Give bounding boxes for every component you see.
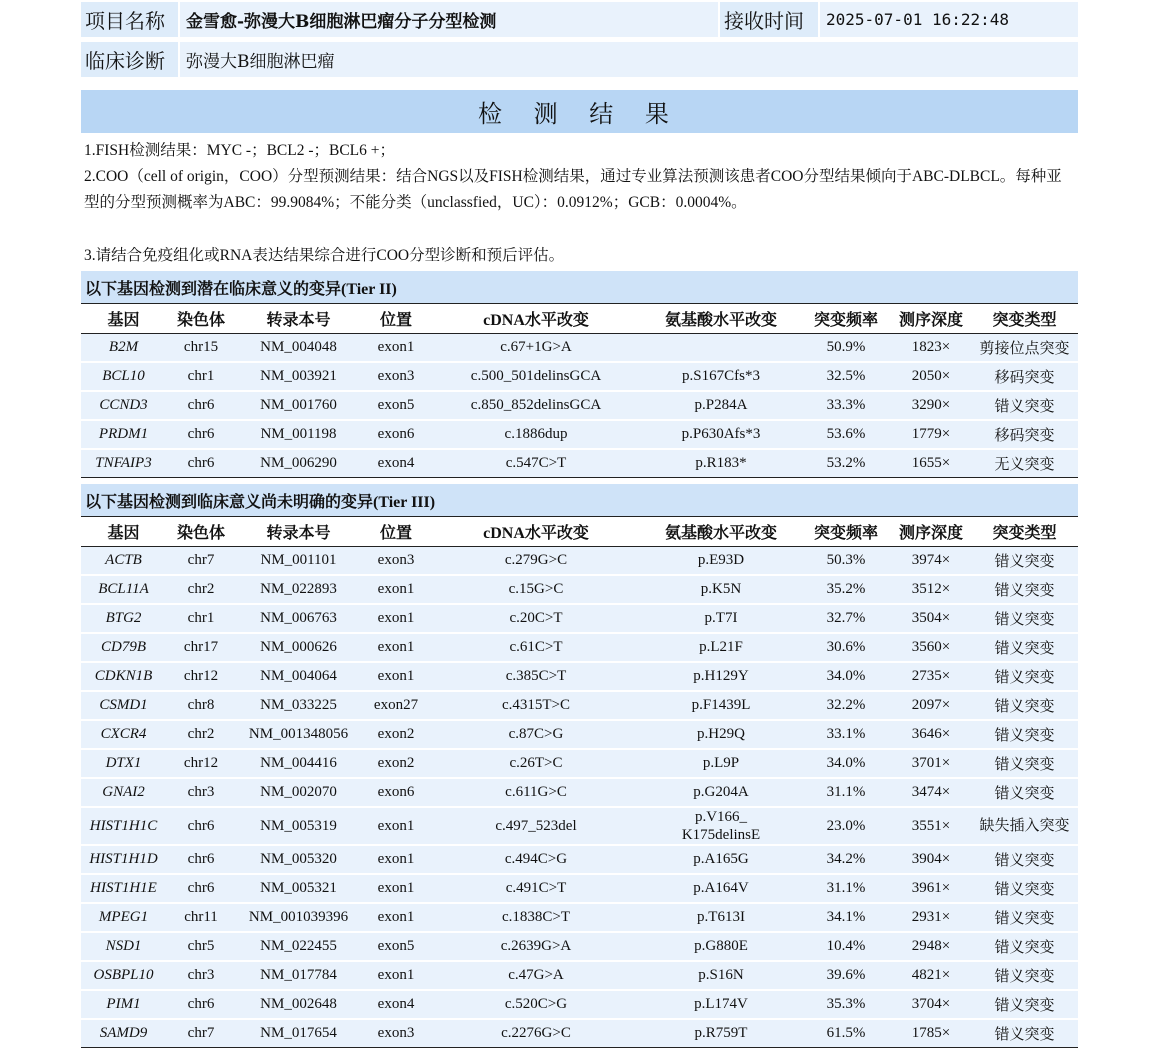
- cell-variant-type: 无义突变: [971, 449, 1078, 478]
- cell-sequencing-depth: 2097×: [891, 691, 971, 720]
- column-header-cdna-change: cDNA水平改变: [431, 304, 641, 334]
- table-row: [81, 845, 1078, 874]
- cell-variant-frequency: 32.5%: [801, 362, 891, 391]
- column-header-cdna-change: cDNA水平改变: [431, 517, 641, 547]
- cell-sequencing-depth: 3504×: [891, 604, 971, 633]
- cell-chromosome: chr5: [166, 932, 236, 961]
- cell-chromosome: chr8: [166, 691, 236, 720]
- cell-gene: NSD1: [81, 932, 166, 961]
- cell-variant-type: 错义突变: [971, 547, 1078, 576]
- receive-time-label: 接收时间: [720, 2, 818, 37]
- cell-chromosome: chr6: [166, 391, 236, 420]
- cell-chromosome: chr1: [166, 362, 236, 391]
- column-header-sequencing-depth: 测序深度: [891, 304, 971, 334]
- cell-sequencing-depth: 2735×: [891, 662, 971, 691]
- cell-variant-frequency: 34.0%: [801, 662, 891, 691]
- table-row: [81, 391, 1078, 420]
- cell-variant-frequency: 30.6%: [801, 633, 891, 662]
- cell-sequencing-depth: 3704×: [891, 990, 971, 1019]
- cell-variant-frequency: 53.6%: [801, 420, 891, 449]
- cell-gene: BCL11A: [81, 575, 166, 604]
- cell-variant-type: 错义突变: [971, 391, 1078, 420]
- cell-position: exon4: [361, 990, 431, 1019]
- cell-position: exon3: [361, 547, 431, 576]
- cell-variant-type: 错义突变: [971, 633, 1078, 662]
- project-name-value: 金雪愈-弥漫大B细胞淋巴瘤分子分型检测: [180, 2, 718, 37]
- cell-position: exon5: [361, 932, 431, 961]
- cell-transcript: NM_006763: [236, 604, 361, 633]
- column-header-gene: 基因: [81, 304, 166, 334]
- cell-protein-change: p.P284A: [641, 391, 801, 420]
- cell-protein-change: p.L174V: [641, 990, 801, 1019]
- table-row: [81, 362, 1078, 391]
- cell-chromosome: chr7: [166, 1019, 236, 1048]
- tier3-table: [81, 516, 1078, 1048]
- cell-gene: SAMD9: [81, 1019, 166, 1048]
- cell-sequencing-depth: 3961×: [891, 874, 971, 903]
- cell-transcript: NM_033225: [236, 691, 361, 720]
- table-row: [81, 420, 1078, 449]
- cell-protein-change: p.L9P: [641, 749, 801, 778]
- table-row: [81, 720, 1078, 749]
- cell-cdna-change: c.547C>T: [431, 449, 641, 478]
- cell-sequencing-depth: 3560×: [891, 633, 971, 662]
- cell-protein-change: p.F1439L: [641, 691, 801, 720]
- cell-variant-type: 错义突变: [971, 990, 1078, 1019]
- cell-variant-frequency: 39.6%: [801, 961, 891, 990]
- cell-protein-change: p.S16N: [641, 961, 801, 990]
- cell-cdna-change: c.491C>T: [431, 874, 641, 903]
- cell-position: exon2: [361, 749, 431, 778]
- cell-chromosome: chr6: [166, 420, 236, 449]
- cell-variant-frequency: 53.2%: [801, 449, 891, 478]
- column-header-protein-change: 氨基酸水平改变: [641, 517, 801, 547]
- cell-transcript: NM_017784: [236, 961, 361, 990]
- tier3-title: 以下基因检测到临床意义尚未明确的变异(Tier III): [81, 484, 1078, 516]
- cell-protein-change: p.R183*: [641, 449, 801, 478]
- cell-transcript: NM_022893: [236, 575, 361, 604]
- cell-transcript: NM_017654: [236, 1019, 361, 1048]
- cell-variant-frequency: 33.3%: [801, 391, 891, 420]
- table-row: [81, 691, 1078, 720]
- cell-variant-frequency: 31.1%: [801, 778, 891, 807]
- table-row: [81, 932, 1078, 961]
- cell-chromosome: chr3: [166, 961, 236, 990]
- cell-gene: B2M: [81, 334, 166, 363]
- table-row: [81, 633, 1078, 662]
- cell-transcript: NM_022455: [236, 932, 361, 961]
- cell-position: exon1: [361, 633, 431, 662]
- cell-sequencing-depth: 1785×: [891, 1019, 971, 1048]
- column-header-sequencing-depth: 测序深度: [891, 517, 971, 547]
- tier2-title: 以下基因检测到潜在临床意义的变异(Tier II): [81, 271, 1078, 303]
- cell-variant-type: 错义突变: [971, 874, 1078, 903]
- fish-result-text: 1.FISH检测结果：MYC -；BCL2 -；BCL6 +；: [84, 142, 396, 159]
- cell-variant-type: 错义突变: [971, 845, 1078, 874]
- cell-protein-change: p.T7I: [641, 604, 801, 633]
- cell-gene: CSMD1: [81, 691, 166, 720]
- cell-transcript: NM_003921: [236, 362, 361, 391]
- cell-variant-type: 错义突变: [971, 961, 1078, 990]
- cell-chromosome: chr12: [166, 749, 236, 778]
- cell-position: exon3: [361, 362, 431, 391]
- cell-sequencing-depth: 3512×: [891, 575, 971, 604]
- cell-chromosome: chr12: [166, 662, 236, 691]
- cell-sequencing-depth: 3551×: [891, 807, 971, 845]
- cell-cdna-change: c.4315T>C: [431, 691, 641, 720]
- cell-position: exon1: [361, 662, 431, 691]
- cell-variant-type: 错义突变: [971, 903, 1078, 932]
- cell-protein-change: p.P630Afs*3: [641, 420, 801, 449]
- cell-position: exon4: [361, 449, 431, 478]
- project-name-label: 项目名称: [81, 2, 178, 37]
- cell-position: exon1: [361, 604, 431, 633]
- cell-cdna-change: c.61C>T: [431, 633, 641, 662]
- cell-gene: DTX1: [81, 749, 166, 778]
- cell-protein-change: p.V166_ K175delinsE: [641, 807, 801, 845]
- cell-protein-change: [641, 334, 801, 363]
- cell-variant-frequency: 50.9%: [801, 334, 891, 363]
- cell-variant-type: 错义突变: [971, 662, 1078, 691]
- cell-gene: MPEG1: [81, 903, 166, 932]
- cell-position: exon1: [361, 874, 431, 903]
- table-row: [81, 749, 1078, 778]
- table-row: [81, 334, 1078, 363]
- cell-gene: HIST1H1D: [81, 845, 166, 874]
- cell-sequencing-depth: 2931×: [891, 903, 971, 932]
- column-header-variant-frequency: 突变频率: [801, 517, 891, 547]
- cell-cdna-change: c.67+1G>A: [431, 334, 641, 363]
- cell-gene: CDKN1B: [81, 662, 166, 691]
- cell-position: exon1: [361, 845, 431, 874]
- cell-transcript: NM_001101: [236, 547, 361, 576]
- cell-variant-frequency: 35.2%: [801, 575, 891, 604]
- cell-gene: ACTB: [81, 547, 166, 576]
- cell-cdna-change: c.611G>C: [431, 778, 641, 807]
- table-row: [81, 575, 1078, 604]
- cell-variant-type: 错义突变: [971, 778, 1078, 807]
- receive-time-value: 2025-07-01 16:22:48: [820, 2, 1078, 37]
- cell-protein-change: p.L21F: [641, 633, 801, 662]
- cell-transcript: NM_005321: [236, 874, 361, 903]
- cell-variant-frequency: 34.0%: [801, 749, 891, 778]
- column-header-transcript: 转录本号: [236, 304, 361, 334]
- recommendation-text: 3.请结合免疫组化或RNA表达结果综合进行COO分型诊断和预后评估。: [84, 247, 565, 264]
- cell-chromosome: chr6: [166, 845, 236, 874]
- cell-protein-change: p.A164V: [641, 874, 801, 903]
- cell-transcript: NM_004064: [236, 662, 361, 691]
- cell-cdna-change: c.87C>G: [431, 720, 641, 749]
- cell-cdna-change: c.15G>C: [431, 575, 641, 604]
- cell-variant-type: 错义突变: [971, 691, 1078, 720]
- cell-transcript: NM_002648: [236, 990, 361, 1019]
- column-header-position: 位置: [361, 304, 431, 334]
- cell-protein-change: p.G880E: [641, 932, 801, 961]
- cell-cdna-change: c.279G>C: [431, 547, 641, 576]
- cell-protein-change: p.E93D: [641, 547, 801, 576]
- cell-protein-change: p.H129Y: [641, 662, 801, 691]
- table-row: [81, 604, 1078, 633]
- cell-position: exon1: [361, 807, 431, 845]
- cell-chromosome: chr6: [166, 874, 236, 903]
- table-row: [81, 449, 1078, 478]
- cell-gene: CXCR4: [81, 720, 166, 749]
- cell-chromosome: chr7: [166, 547, 236, 576]
- cell-protein-change: p.T613I: [641, 903, 801, 932]
- cell-position: exon6: [361, 778, 431, 807]
- cell-sequencing-depth: 3974×: [891, 547, 971, 576]
- cell-cdna-change: c.1838C>T: [431, 903, 641, 932]
- cell-variant-frequency: 31.1%: [801, 874, 891, 903]
- table-row: [81, 778, 1078, 807]
- tier2-table: [81, 303, 1078, 478]
- table-row: [81, 961, 1078, 990]
- cell-gene: OSBPL10: [81, 961, 166, 990]
- cell-gene: TNFAIP3: [81, 449, 166, 478]
- cell-variant-frequency: 33.1%: [801, 720, 891, 749]
- cell-variant-frequency: 35.3%: [801, 990, 891, 1019]
- cell-variant-type: 错义突变: [971, 604, 1078, 633]
- column-header-variant-type: 突变类型: [971, 517, 1078, 547]
- cell-transcript: NM_004416: [236, 749, 361, 778]
- cell-cdna-change: c.1886dup: [431, 420, 641, 449]
- column-header-chromosome: 染色体: [166, 304, 236, 334]
- cell-chromosome: chr6: [166, 990, 236, 1019]
- cell-position: exon27: [361, 691, 431, 720]
- cell-chromosome: chr11: [166, 903, 236, 932]
- cell-cdna-change: c.494C>G: [431, 845, 641, 874]
- column-header-transcript: 转录本号: [236, 517, 361, 547]
- cell-sequencing-depth: 2050×: [891, 362, 971, 391]
- cell-transcript: NM_001348056: [236, 720, 361, 749]
- cell-variant-frequency: 50.3%: [801, 547, 891, 576]
- cell-sequencing-depth: 4821×: [891, 961, 971, 990]
- column-header-variant-frequency: 突变频率: [801, 304, 891, 334]
- table-row: [81, 874, 1078, 903]
- cell-transcript: NM_004048: [236, 334, 361, 363]
- table-row: [81, 662, 1078, 691]
- clinical-diagnosis-label: 临床诊断: [81, 42, 178, 77]
- cell-position: exon1: [361, 575, 431, 604]
- column-header-variant-type: 突变类型: [971, 304, 1078, 334]
- table-row: [81, 1019, 1078, 1048]
- cell-gene: BTG2: [81, 604, 166, 633]
- cell-cdna-change: c.2639G>A: [431, 932, 641, 961]
- cell-variant-frequency: 23.0%: [801, 807, 891, 845]
- cell-protein-change: p.A165G: [641, 845, 801, 874]
- cell-cdna-change: c.497_523del: [431, 807, 641, 845]
- cell-cdna-change: c.850_852delinsGCA: [431, 391, 641, 420]
- cell-position: exon1: [361, 334, 431, 363]
- cell-transcript: NM_006290: [236, 449, 361, 478]
- cell-gene: GNAI2: [81, 778, 166, 807]
- cell-chromosome: chr3: [166, 778, 236, 807]
- coo-result-text: 2.COO（cell of origin，COO）分型预测结果：结合NGS以及FISH检测结果，通过专业算法预测该患者COO分型结果倾向于ABC-DLBCL。每种亚型的分型预测概率为ABC：99.9084%；不能分类（unclassfied，UC）：0.0912%；GCB：0.0004%。: [84, 168, 1062, 211]
- cell-chromosome: chr2: [166, 575, 236, 604]
- cell-gene: CD79B: [81, 633, 166, 662]
- cell-chromosome: chr15: [166, 334, 236, 363]
- column-header-protein-change: 氨基酸水平改变: [641, 304, 801, 334]
- cell-protein-change: p.H29Q: [641, 720, 801, 749]
- cell-variant-type: 错义突变: [971, 720, 1078, 749]
- cell-cdna-change: c.20C>T: [431, 604, 641, 633]
- cell-variant-frequency: 32.7%: [801, 604, 891, 633]
- table-row: [81, 990, 1078, 1019]
- cell-cdna-change: c.385C>T: [431, 662, 641, 691]
- cell-variant-type: 错义突变: [971, 932, 1078, 961]
- cell-sequencing-depth: 1823×: [891, 334, 971, 363]
- table-row: [81, 903, 1078, 932]
- column-header-gene: 基因: [81, 517, 166, 547]
- cell-position: exon2: [361, 720, 431, 749]
- cell-transcript: NM_002070: [236, 778, 361, 807]
- cell-cdna-change: c.47G>A: [431, 961, 641, 990]
- cell-protein-change: p.R759T: [641, 1019, 801, 1048]
- cell-variant-type: 剪接位点突变: [971, 334, 1078, 363]
- cell-sequencing-depth: 3474×: [891, 778, 971, 807]
- cell-chromosome: chr2: [166, 720, 236, 749]
- cell-sequencing-depth: 3646×: [891, 720, 971, 749]
- cell-position: exon5: [361, 391, 431, 420]
- clinical-diagnosis-value: 弥漫大B细胞淋巴瘤: [180, 42, 1078, 77]
- column-header-chromosome: 染色体: [166, 517, 236, 547]
- cell-variant-type: 缺失插入突变: [971, 807, 1078, 845]
- cell-gene: BCL10: [81, 362, 166, 391]
- cell-protein-change: p.K5N: [641, 575, 801, 604]
- result-section-header: 检 测 结 果: [81, 90, 1078, 133]
- cell-gene: PIM1: [81, 990, 166, 1019]
- cell-transcript: NM_005319: [236, 807, 361, 845]
- cell-variant-frequency: 32.2%: [801, 691, 891, 720]
- cell-protein-change: p.G204A: [641, 778, 801, 807]
- cell-variant-type: 错义突变: [971, 575, 1078, 604]
- cell-transcript: NM_001198: [236, 420, 361, 449]
- cell-variant-type: 移码突变: [971, 362, 1078, 391]
- cell-gene: HIST1H1C: [81, 807, 166, 845]
- cell-chromosome: chr6: [166, 449, 236, 478]
- cell-variant-frequency: 34.2%: [801, 845, 891, 874]
- cell-transcript: NM_005320: [236, 845, 361, 874]
- cell-position: exon3: [361, 1019, 431, 1048]
- cell-cdna-change: c.26T>C: [431, 749, 641, 778]
- cell-protein-change: p.S167Cfs*3: [641, 362, 801, 391]
- cell-position: exon1: [361, 903, 431, 932]
- cell-gene: HIST1H1E: [81, 874, 166, 903]
- cell-cdna-change: c.520C>G: [431, 990, 641, 1019]
- cell-gene: PRDM1: [81, 420, 166, 449]
- table-row: [81, 547, 1078, 576]
- cell-variant-type: 移码突变: [971, 420, 1078, 449]
- cell-variant-frequency: 10.4%: [801, 932, 891, 961]
- cell-chromosome: chr1: [166, 604, 236, 633]
- cell-position: exon6: [361, 420, 431, 449]
- cell-transcript: NM_000626: [236, 633, 361, 662]
- cell-cdna-change: c.500_501delinsGCA: [431, 362, 641, 391]
- cell-position: exon1: [361, 961, 431, 990]
- cell-sequencing-depth: 3290×: [891, 391, 971, 420]
- cell-sequencing-depth: 1779×: [891, 420, 971, 449]
- cell-sequencing-depth: 2948×: [891, 932, 971, 961]
- cell-chromosome: chr6: [166, 807, 236, 845]
- cell-sequencing-depth: 3904×: [891, 845, 971, 874]
- table-row: [81, 807, 1078, 845]
- cell-transcript: NM_001760: [236, 391, 361, 420]
- cell-variant-frequency: 34.1%: [801, 903, 891, 932]
- cell-variant-frequency: 61.5%: [801, 1019, 891, 1048]
- cell-variant-type: 错义突变: [971, 749, 1078, 778]
- cell-transcript: NM_001039396: [236, 903, 361, 932]
- cell-cdna-change: c.2276G>C: [431, 1019, 641, 1048]
- cell-variant-type: 错义突变: [971, 1019, 1078, 1048]
- cell-chromosome: chr17: [166, 633, 236, 662]
- column-header-position: 位置: [361, 517, 431, 547]
- cell-sequencing-depth: 1655×: [891, 449, 971, 478]
- cell-sequencing-depth: 3701×: [891, 749, 971, 778]
- cell-gene: CCND3: [81, 391, 166, 420]
